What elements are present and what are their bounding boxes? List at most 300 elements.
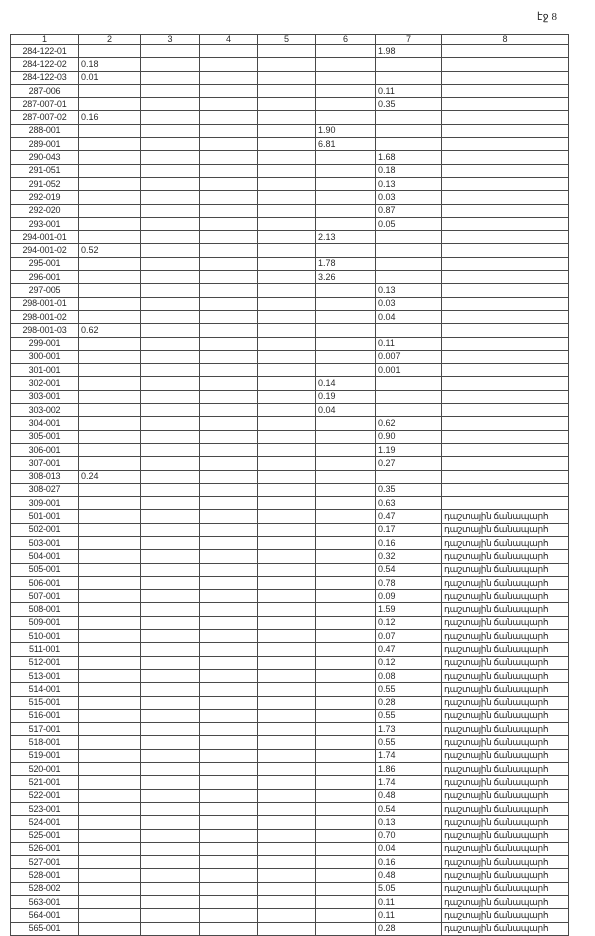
table-cell-col1: 519-001 (11, 749, 79, 762)
table-cell-col7: 1.98 (376, 45, 442, 58)
table-cell-col3 (141, 417, 200, 430)
table-cell-col7: 0.09 (376, 590, 442, 603)
table-cell-col7: 0.28 (376, 696, 442, 709)
table-cell-col6 (316, 909, 376, 922)
table-row (11, 138, 569, 151)
table-cell-col5 (258, 590, 316, 603)
table-cell-col1: 301-001 (11, 364, 79, 377)
table-cell-col2 (79, 310, 141, 323)
table-cell-col8 (442, 217, 569, 230)
table-cell-col1: 284-122-03 (11, 71, 79, 84)
table-cell-col2 (79, 231, 141, 244)
table-cell-col5 (258, 430, 316, 443)
table-cell-col3 (141, 683, 200, 696)
table-cell-col3 (141, 443, 200, 456)
table-row (11, 364, 569, 377)
table-cell-col6 (316, 457, 376, 470)
table-cell-col6 (316, 829, 376, 842)
table-cell-col4 (200, 138, 258, 151)
table-cell-col2 (79, 590, 141, 603)
table-cell-col8 (442, 470, 569, 483)
table-cell-col4 (200, 856, 258, 869)
table-cell-col3 (141, 98, 200, 111)
table-cell-col1: 504-001 (11, 550, 79, 563)
table-cell-col7: 0.07 (376, 630, 442, 643)
table-cell-col2 (79, 683, 141, 696)
table-cell-col7: 5.05 (376, 882, 442, 895)
table-cell-col3 (141, 483, 200, 496)
table-cell-col8: դաշտային ճանապարհ (442, 616, 569, 629)
table-cell-col4 (200, 776, 258, 789)
table-cell-col3 (141, 523, 200, 536)
table-cell-col7: 0.48 (376, 869, 442, 882)
table-cell-col4 (200, 630, 258, 643)
table-cell-col6 (316, 776, 376, 789)
table-cell-col6 (316, 177, 376, 190)
table-cell-col8 (442, 71, 569, 84)
table-cell-col3 (141, 244, 200, 257)
table-cell-col8: դաշտային ճանապարհ (442, 789, 569, 802)
table-cell-col5 (258, 709, 316, 722)
table-cell-col5 (258, 177, 316, 190)
table-cell-col2 (79, 404, 141, 417)
table-cell-col6 (316, 590, 376, 603)
table-cell-col4 (200, 271, 258, 284)
table-cell-col3 (141, 536, 200, 549)
table-cell-col2 (79, 457, 141, 470)
table-cell-col5 (258, 71, 316, 84)
table-cell-col6 (316, 656, 376, 669)
table-cell-col7 (376, 71, 442, 84)
table-cell-col3 (141, 231, 200, 244)
table-cell-col5 (258, 669, 316, 682)
table-row (11, 350, 569, 363)
table-cell-col2 (79, 151, 141, 164)
table-row (11, 337, 569, 350)
table-cell-col8: դաշտային ճանապարհ (442, 550, 569, 563)
table-cell-col1: 308-013 (11, 470, 79, 483)
table-cell-col7: 1.59 (376, 603, 442, 616)
table-cell-col4 (200, 350, 258, 363)
table-cell-col1: 522-001 (11, 789, 79, 802)
table-cell-col5 (258, 443, 316, 456)
table-cell-col7 (376, 138, 442, 151)
table-row (11, 310, 569, 323)
table-cell-col4 (200, 922, 258, 935)
table-row (11, 390, 569, 403)
table-cell-col6: 0.19 (316, 390, 376, 403)
column-header-8: 8 (442, 35, 569, 45)
table-cell-col3 (141, 497, 200, 510)
table-cell-col3 (141, 856, 200, 869)
table-row (11, 297, 569, 310)
table-row (11, 603, 569, 616)
table-cell-col5 (258, 324, 316, 337)
table-cell-col6 (316, 576, 376, 589)
table-cell-col2 (79, 630, 141, 643)
table-cell-col2 (79, 550, 141, 563)
table-cell-col2 (79, 576, 141, 589)
table-cell-col1: 287-006 (11, 84, 79, 97)
table-cell-col2: 0.16 (79, 111, 141, 124)
table-cell-col4 (200, 204, 258, 217)
table-cell-col5 (258, 683, 316, 696)
table-cell-col8 (442, 377, 569, 390)
table-cell-col4 (200, 284, 258, 297)
table-cell-col4 (200, 98, 258, 111)
table-cell-col5 (258, 217, 316, 230)
table-cell-col1: 284-122-01 (11, 45, 79, 58)
table-cell-col5 (258, 536, 316, 549)
table-cell-col4 (200, 643, 258, 656)
column-header-3: 3 (141, 35, 200, 45)
table-cell-col5 (258, 882, 316, 895)
table-cell-col2 (79, 563, 141, 576)
table-cell-col7: 0.11 (376, 337, 442, 350)
table-cell-col7: 0.55 (376, 736, 442, 749)
table-cell-col2 (79, 643, 141, 656)
table-cell-col6 (316, 337, 376, 350)
table-cell-col2 (79, 869, 141, 882)
table-cell-col5 (258, 84, 316, 97)
table-cell-col7: 0.87 (376, 204, 442, 217)
table-cell-col8 (442, 58, 569, 71)
table-cell-col2 (79, 723, 141, 736)
table-cell-col4 (200, 430, 258, 443)
table-cell-col1: 563-001 (11, 896, 79, 909)
table-cell-col1: 506-001 (11, 576, 79, 589)
table-cell-col4 (200, 377, 258, 390)
table-cell-col4 (200, 257, 258, 270)
table-cell-col5 (258, 310, 316, 323)
table-cell-col5 (258, 98, 316, 111)
table-cell-col7: 0.54 (376, 563, 442, 576)
table-cell-col8: դաշտային ճանապարհ (442, 536, 569, 549)
table-cell-col4 (200, 124, 258, 137)
table-cell-col3 (141, 842, 200, 855)
table-cell-col6 (316, 550, 376, 563)
table-cell-col2 (79, 443, 141, 456)
table-cell-col8 (442, 98, 569, 111)
table-cell-col8 (442, 443, 569, 456)
table-cell-col4 (200, 164, 258, 177)
table-cell-col7 (376, 244, 442, 257)
table-cell-col2 (79, 204, 141, 217)
table-cell-col5 (258, 776, 316, 789)
table-cell-col4 (200, 829, 258, 842)
table-cell-col5 (258, 204, 316, 217)
table-cell-col6 (316, 696, 376, 709)
table-row (11, 563, 569, 576)
table-cell-col7: 0.12 (376, 656, 442, 669)
table-cell-col1: 294-001-01 (11, 231, 79, 244)
table-cell-col8 (442, 337, 569, 350)
table-cell-col2 (79, 896, 141, 909)
table-cell-col4 (200, 816, 258, 829)
table-row (11, 709, 569, 722)
table-cell-col5 (258, 124, 316, 137)
table-cell-col7: 0.08 (376, 669, 442, 682)
table-cell-col5 (258, 350, 316, 363)
table-cell-col6 (316, 922, 376, 935)
table-cell-col6 (316, 364, 376, 377)
table-cell-col6 (316, 71, 376, 84)
table-row (11, 244, 569, 257)
table-cell-col5 (258, 630, 316, 643)
table-cell-col1: 303-002 (11, 404, 79, 417)
table-cell-col1: 525-001 (11, 829, 79, 842)
table-cell-col2 (79, 603, 141, 616)
table-cell-col2 (79, 922, 141, 935)
table-cell-col3 (141, 896, 200, 909)
table-cell-col1: 296-001 (11, 271, 79, 284)
table-cell-col8: դաշտային ճանապարհ (442, 643, 569, 656)
column-header-1: 1 (11, 35, 79, 45)
table-cell-col3 (141, 191, 200, 204)
table-cell-col8 (442, 111, 569, 124)
table-cell-col8 (442, 124, 569, 137)
table-cell-col8: դաշտային ճանապարհ (442, 869, 569, 882)
table-cell-col5 (258, 271, 316, 284)
table-cell-col6 (316, 430, 376, 443)
table-row (11, 630, 569, 643)
table-cell-col5 (258, 789, 316, 802)
table-row (11, 58, 569, 71)
table-cell-col5 (258, 922, 316, 935)
table-cell-col2 (79, 656, 141, 669)
table-row (11, 151, 569, 164)
table-cell-col6: 2.13 (316, 231, 376, 244)
table-cell-col5 (258, 483, 316, 496)
table-cell-col7: 0.03 (376, 191, 442, 204)
table-cell-col3 (141, 457, 200, 470)
table-cell-col2 (79, 802, 141, 815)
table-cell-col3 (141, 84, 200, 97)
table-row (11, 776, 569, 789)
table-cell-col4 (200, 177, 258, 190)
table-cell-col8 (442, 310, 569, 323)
table-cell-col8: դաշտային ճանապարհ (442, 669, 569, 682)
table-row (11, 789, 569, 802)
table-cell-col1: 516-001 (11, 709, 79, 722)
table-cell-col6 (316, 510, 376, 523)
table-row (11, 829, 569, 842)
table-cell-col3 (141, 390, 200, 403)
table-cell-col8: դաշտային ճանապարհ (442, 590, 569, 603)
table-cell-col7: 0.13 (376, 177, 442, 190)
table-cell-col2: 0.18 (79, 58, 141, 71)
table-cell-col7: 0.03 (376, 297, 442, 310)
table-cell-col6 (316, 723, 376, 736)
table-cell-col6 (316, 284, 376, 297)
table-cell-col6 (316, 111, 376, 124)
table-cell-col7: 0.04 (376, 310, 442, 323)
header-row (11, 35, 569, 45)
table-cell-col1: 291-051 (11, 164, 79, 177)
table-cell-col5 (258, 284, 316, 297)
table-cell-col1: 288-001 (11, 124, 79, 137)
table-cell-col2 (79, 217, 141, 230)
table-cell-col8: դաշտային ճանապարհ (442, 842, 569, 855)
table-cell-col8: դաշտային ճանապարհ (442, 749, 569, 762)
table-cell-col3 (141, 603, 200, 616)
table-cell-col4 (200, 337, 258, 350)
table-row (11, 84, 569, 97)
table-cell-col5 (258, 417, 316, 430)
table-cell-col5 (258, 510, 316, 523)
table-cell-col8: դաշտային ճանապարհ (442, 802, 569, 815)
table-row (11, 816, 569, 829)
table-cell-col1: 295-001 (11, 257, 79, 270)
table-cell-col7: 0.78 (376, 576, 442, 589)
table-cell-col6 (316, 523, 376, 536)
table-cell-col7: 0.90 (376, 430, 442, 443)
table-cell-col6 (316, 563, 376, 576)
table-cell-col1: 300-001 (11, 350, 79, 363)
table-cell-col5 (258, 470, 316, 483)
table-cell-col4 (200, 896, 258, 909)
table-cell-col8: դաշտային ճանապարհ (442, 856, 569, 869)
table-cell-col1: 294-001-02 (11, 244, 79, 257)
table-cell-col8 (442, 364, 569, 377)
table-cell-col8: դաշտային ճանապարհ (442, 523, 569, 536)
table-cell-col2 (79, 842, 141, 855)
table-cell-col1: 306-001 (11, 443, 79, 456)
table-cell-col6 (316, 536, 376, 549)
table-cell-col2 (79, 350, 141, 363)
table-cell-col5 (258, 842, 316, 855)
table-cell-col3 (141, 45, 200, 58)
table-cell-col6 (316, 603, 376, 616)
table-cell-col6 (316, 443, 376, 456)
table-row (11, 45, 569, 58)
table-cell-col1: 507-001 (11, 590, 79, 603)
table-cell-col6 (316, 84, 376, 97)
table-row (11, 271, 569, 284)
table-cell-col4 (200, 310, 258, 323)
table-cell-col2 (79, 616, 141, 629)
table-cell-col4 (200, 231, 258, 244)
table-cell-col4 (200, 111, 258, 124)
table-row (11, 417, 569, 430)
table-cell-col3 (141, 324, 200, 337)
table-cell-col7: 0.16 (376, 536, 442, 549)
table-cell-col3 (141, 470, 200, 483)
table-cell-col4 (200, 497, 258, 510)
table-cell-col5 (258, 643, 316, 656)
table-cell-col7: 0.27 (376, 457, 442, 470)
column-header-7: 7 (376, 35, 442, 45)
table-cell-col6: 1.78 (316, 257, 376, 270)
table-row (11, 217, 569, 230)
table-cell-col6 (316, 164, 376, 177)
table-cell-col3 (141, 204, 200, 217)
table-cell-col3 (141, 922, 200, 935)
table-cell-col3 (141, 138, 200, 151)
table-cell-col2 (79, 816, 141, 829)
table-row (11, 869, 569, 882)
table-cell-col1: 509-001 (11, 616, 79, 629)
table-cell-col2 (79, 736, 141, 749)
table-cell-col1: 299-001 (11, 337, 79, 350)
table-cell-col7: 0.32 (376, 550, 442, 563)
table-cell-col3 (141, 802, 200, 815)
table-cell-col4 (200, 683, 258, 696)
table-cell-col1: 307-001 (11, 457, 79, 470)
table-cell-col7: 0.63 (376, 497, 442, 510)
table-cell-col2 (79, 709, 141, 722)
table-row (11, 457, 569, 470)
table-cell-col5 (258, 856, 316, 869)
table-row (11, 802, 569, 815)
table-cell-col4 (200, 842, 258, 855)
table-cell-col7: 0.17 (376, 523, 442, 536)
table-cell-col5 (258, 696, 316, 709)
table-cell-col2 (79, 337, 141, 350)
table-cell-col1: 292-020 (11, 204, 79, 217)
table-row (11, 284, 569, 297)
table-cell-col4 (200, 590, 258, 603)
table-cell-col7 (376, 404, 442, 417)
table-cell-col4 (200, 443, 258, 456)
table-cell-col6 (316, 483, 376, 496)
table-cell-col6 (316, 324, 376, 337)
table-cell-col6 (316, 789, 376, 802)
column-header-6: 6 (316, 35, 376, 45)
table-cell-col5 (258, 337, 316, 350)
table-cell-col2 (79, 749, 141, 762)
table-cell-col3 (141, 124, 200, 137)
table-cell-col3 (141, 58, 200, 71)
table-cell-col8: դաշտային ճանապարհ (442, 510, 569, 523)
table-cell-col8 (442, 271, 569, 284)
table-cell-col7: 1.86 (376, 763, 442, 776)
table-row (11, 510, 569, 523)
table-cell-col5 (258, 603, 316, 616)
table-row (11, 257, 569, 270)
table-cell-col4 (200, 510, 258, 523)
table-cell-col7 (376, 231, 442, 244)
table-cell-col8: դաշտային ճանապարհ (442, 882, 569, 895)
table-cell-col8: դաշտային ճանապարհ (442, 922, 569, 935)
table-cell-col2: 0.24 (79, 470, 141, 483)
table-cell-col8: դաշտային ճանապարհ (442, 816, 569, 829)
table-cell-col5 (258, 616, 316, 629)
table-cell-col8 (442, 483, 569, 496)
table-cell-col3 (141, 630, 200, 643)
table-cell-col1: 528-001 (11, 869, 79, 882)
table-cell-col2 (79, 377, 141, 390)
table-cell-col8: դաշտային ճանապարհ (442, 563, 569, 576)
table-cell-col2 (79, 417, 141, 430)
table-cell-col1: 297-005 (11, 284, 79, 297)
table-cell-col1: 505-001 (11, 563, 79, 576)
table-cell-col2 (79, 483, 141, 496)
table-cell-col3 (141, 430, 200, 443)
table-cell-col7: 0.11 (376, 909, 442, 922)
table-cell-col4 (200, 58, 258, 71)
table-cell-col4 (200, 789, 258, 802)
table-cell-col8: դաշտային ճանապարհ (442, 763, 569, 776)
table-cell-col8 (442, 284, 569, 297)
table-cell-col3 (141, 736, 200, 749)
table-cell-col3 (141, 337, 200, 350)
table-cell-col4 (200, 151, 258, 164)
table-cell-col1: 308-027 (11, 483, 79, 496)
table-cell-col6 (316, 310, 376, 323)
table-cell-col5 (258, 763, 316, 776)
table-cell-col5 (258, 191, 316, 204)
